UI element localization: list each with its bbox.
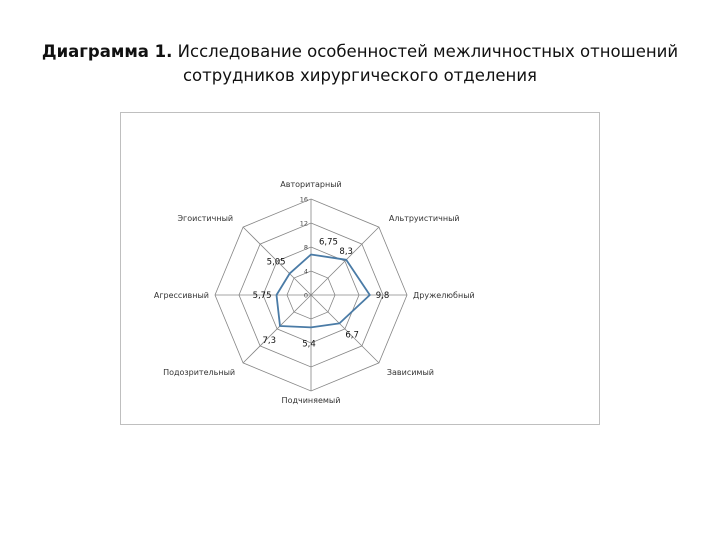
title-text: Исследование особенностей межличностных отношений xyxy=(172,42,679,61)
data-label: 5,75 xyxy=(252,291,272,301)
chart-frame xyxy=(120,112,600,425)
data-label: 8,3 xyxy=(339,246,353,257)
tick-label: 4 xyxy=(303,267,308,276)
axis-label: Альтруистичный xyxy=(388,214,460,224)
data-label: 5,05 xyxy=(266,257,286,268)
tick-label: 16 xyxy=(299,195,308,204)
tick-label: 8 xyxy=(303,243,308,252)
tick-label: 12 xyxy=(299,219,308,228)
data-label: 6,7 xyxy=(345,330,359,341)
data-label: 5,4 xyxy=(302,339,316,350)
axis-label: Эгоистичный xyxy=(177,214,234,224)
page-title xyxy=(0,40,720,88)
title-line-2: сотрудников хирургического отделения xyxy=(182,66,537,85)
axis-label: Дружелюбный xyxy=(413,291,475,300)
radar-chart xyxy=(121,113,601,426)
axis-label: Агрессивный xyxy=(153,291,209,300)
title-line-1 xyxy=(0,40,720,64)
tick-label: 0 xyxy=(303,291,308,300)
data-label: 9,8 xyxy=(375,291,390,301)
title-bold: Диаграмма 1. xyxy=(41,42,173,61)
series-line-0 xyxy=(277,255,370,328)
data-label: 6,75 xyxy=(319,237,338,248)
data-label: 7,3 xyxy=(262,336,276,346)
axis-label: Авторитарный xyxy=(280,180,342,189)
axis-label: Подчиняемый xyxy=(281,396,341,405)
axis-label: Зависимый xyxy=(386,367,434,377)
axis-label: Подозрительный xyxy=(163,367,236,377)
